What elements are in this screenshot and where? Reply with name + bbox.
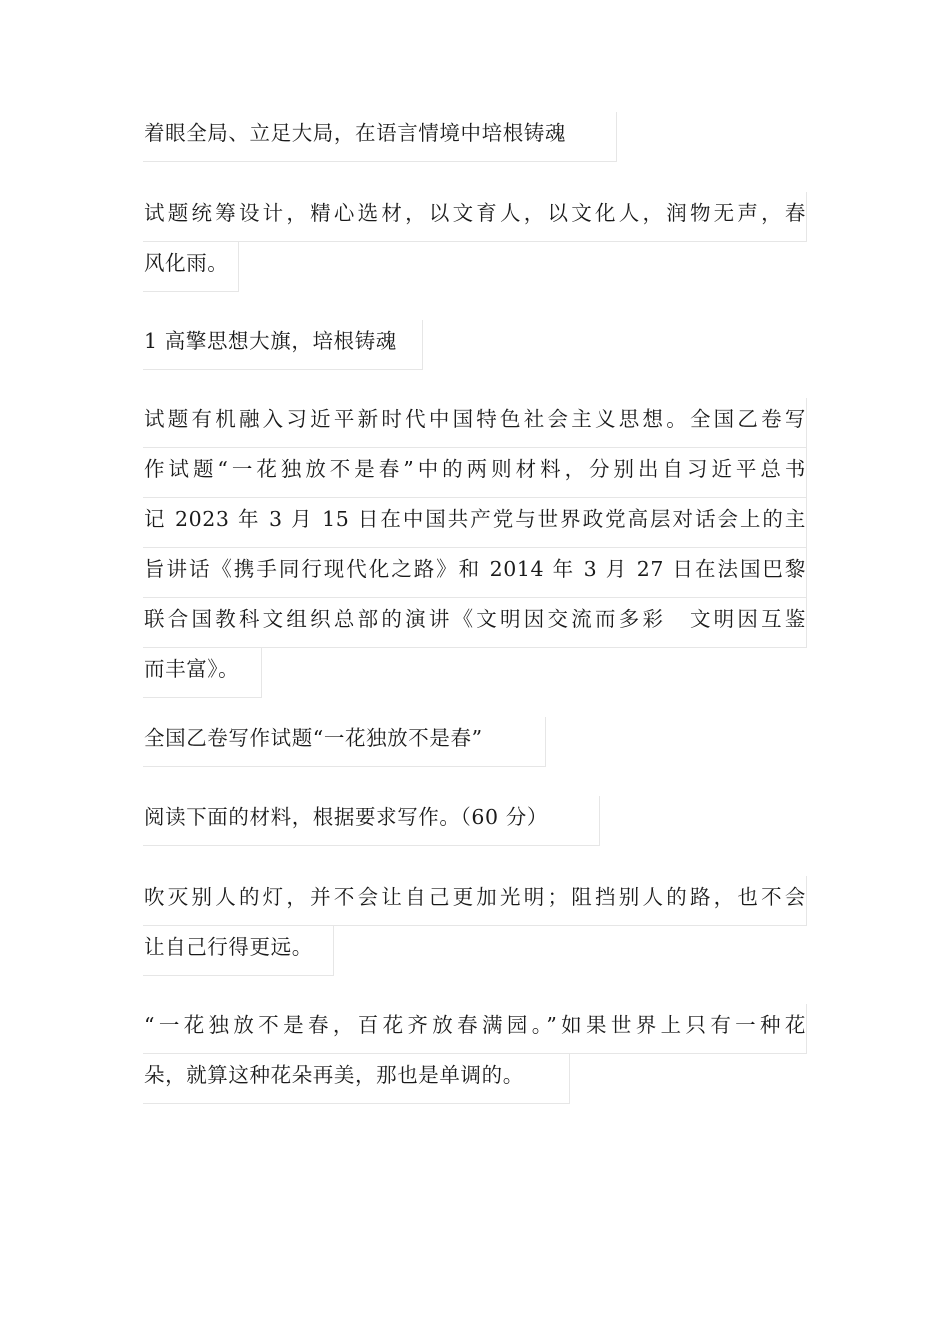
intro-paragraph — [143, 192, 807, 292]
text-line: 作试题“一花独放不是春”中的两则材料，分别出自习近平总书 — [143, 448, 807, 498]
text-line: “一花独放不是春，百花齐放春满园。”如果世界上只有一种花 — [143, 1004, 807, 1054]
text-line: 着眼全局、立足大局，在语言情境中培根铸魂 — [143, 112, 617, 162]
text-line: 而丰富》。 — [143, 648, 262, 698]
text-line: 联合国教科文组织总部的演讲《文明因交流而多彩 文明因互鉴 — [143, 598, 807, 648]
text-line: 试题统筹设计，精心选材，以文育人，以文化人，润物无声，春 — [143, 192, 807, 242]
text-line: 吹灭别人的灯，并不会让自己更加光明；阻挡别人的路，也不会 — [143, 876, 807, 926]
text-line: 记 2023 年 3 月 15 日在中国共产党与世界政党高层对话会上的主 — [143, 498, 807, 548]
text-line: 1 高擎思想大旗，培根铸魂 — [143, 320, 423, 370]
material-paragraph-1 — [143, 876, 807, 976]
text-line: 旨讲话《携手同行现代化之路》和 2014 年 3 月 27 日在法国巴黎 — [143, 548, 807, 598]
text-line: 全国乙卷写作试题“一花独放不是春” — [143, 717, 546, 767]
instruction-paragraph — [143, 796, 807, 846]
text-line: 阅读下面的材料，根据要求写作。（60 分） — [143, 796, 600, 846]
text-line: 风化雨。 — [143, 242, 239, 292]
subheading-paragraph — [143, 320, 807, 370]
text-line: 让自己行得更远。 — [143, 926, 334, 976]
body-paragraph — [143, 398, 807, 698]
text-line: 试题有机融入习近平新时代中国特色社会主义思想。全国乙卷写 — [143, 398, 807, 448]
section-heading-paragraph — [143, 112, 807, 162]
text-line: 朵，就算这种花朵再美，那也是单调的。 — [143, 1054, 570, 1104]
material-paragraph-2 — [143, 1004, 807, 1104]
exam-title-paragraph — [143, 717, 807, 767]
